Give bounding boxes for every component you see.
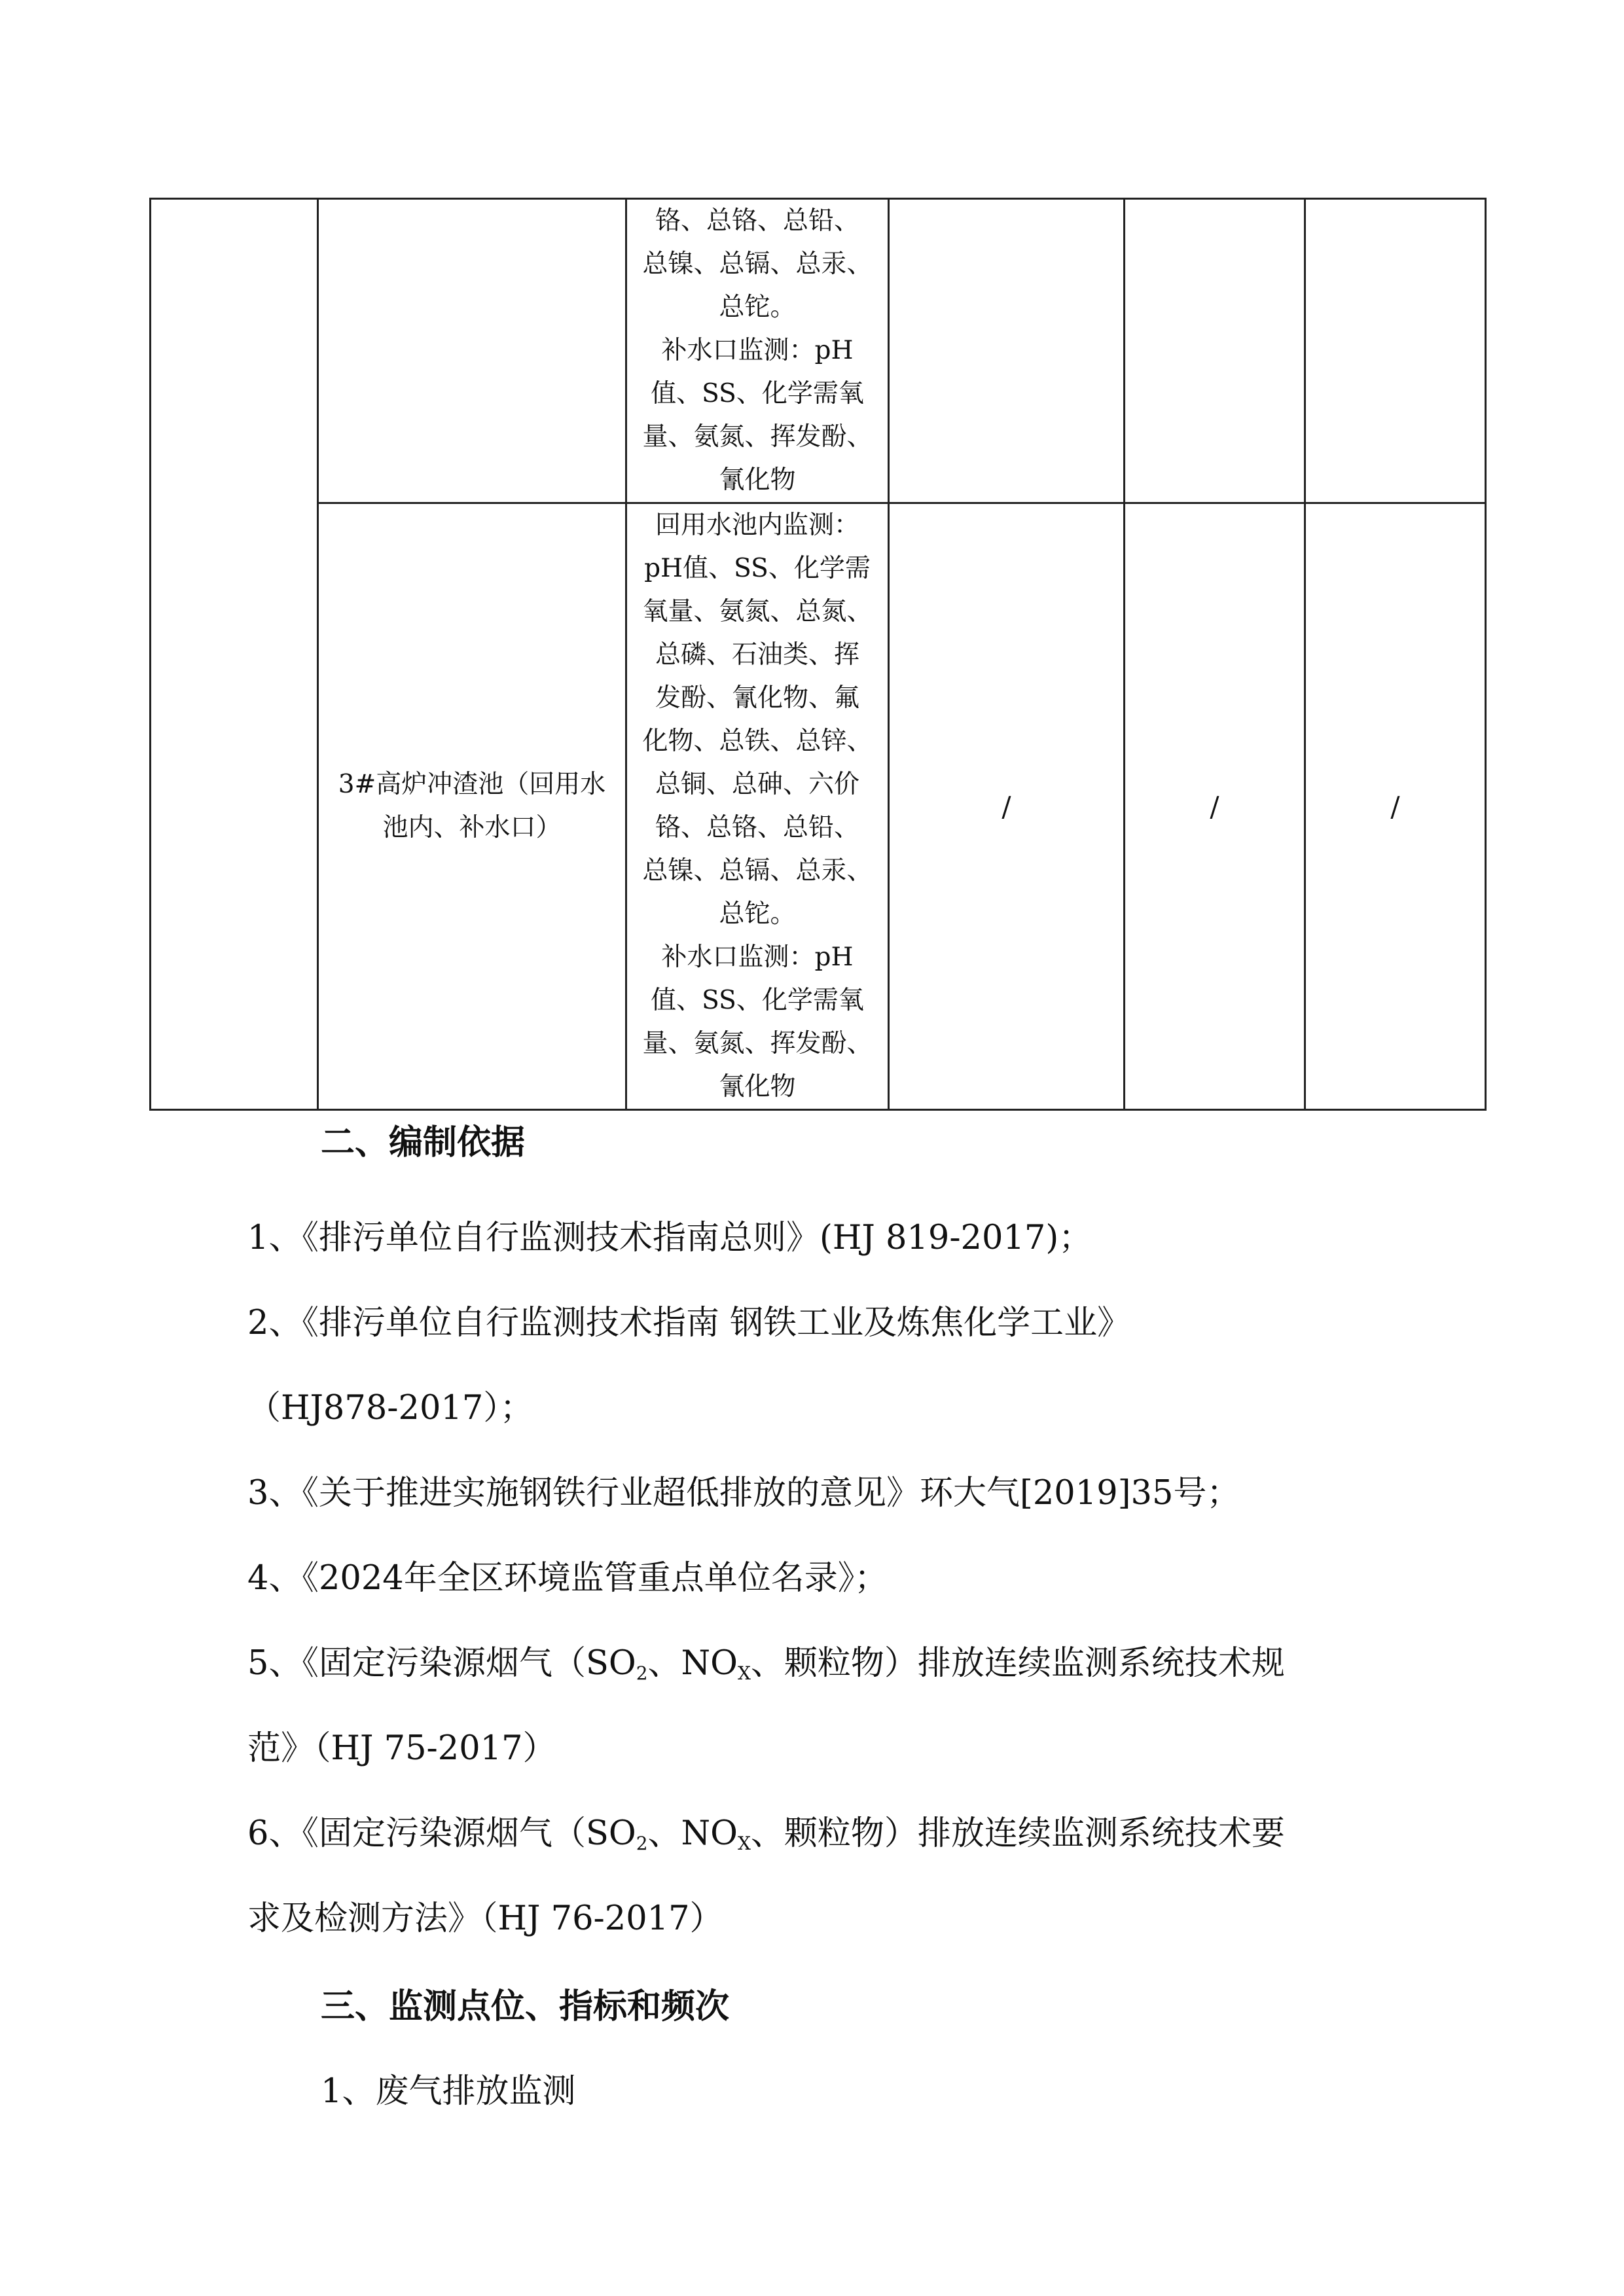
subsection-heading: 1、废气排放监测 [321, 2072, 576, 2111]
subscript: 2 [636, 1833, 648, 1854]
table-row [151, 503, 1486, 1110]
table-row [151, 199, 1486, 503]
table-cell [1305, 199, 1486, 503]
table-cell [1125, 199, 1305, 503]
location-text: 3#高炉冲渣池（回用水 池内、补水口） [338, 770, 606, 842]
table-cell-location [318, 199, 626, 503]
subscript: X [737, 1833, 751, 1854]
indicators-text: 回用水池内监测： pH值、SS、化学需 氧量、氨氮、总氮、 总磷、石油类、挥 发酚、氰化物、氟 化物、总铁、总锌、 总铜、总砷、六价 铬、总铬、总铅、 总镍、总镉、总汞、 总铊。 补水口监测：pH 值、SS、化学需氧 量、氨氮、挥发酚、 氰化物 [642, 511, 873, 1102]
reference-item: 3、《关于推进实施钢铁行业超低排放的意见》环大气[2019]35号； [247, 1474, 1240, 1513]
reference-item: （HJ878-2017）； [247, 1389, 533, 1427]
table-cell-indicators [626, 503, 889, 1110]
reference-item [247, 1644, 1285, 1693]
reference-text: 6、《固定污染源烟气（SO [247, 1814, 636, 1853]
slash-value: / [1210, 790, 1219, 823]
section-heading: 二、编制依据 [321, 1122, 526, 1162]
slash-value: / [1390, 790, 1400, 823]
table-cell [889, 199, 1125, 503]
table-cell-indicators [626, 199, 889, 503]
subscript: 2 [636, 1662, 648, 1684]
reference-text: 、NO [647, 1814, 738, 1853]
reference-text: 、NO [647, 1644, 738, 1683]
table-cell [1125, 503, 1305, 1110]
reference-item [247, 1814, 1285, 1863]
reference-item: 4、《2024年全区环境监管重点单位名录》； [247, 1559, 888, 1598]
slash-value: / [1001, 790, 1011, 823]
subscript: X [737, 1662, 751, 1684]
table-cell-category [151, 199, 318, 1110]
reference-item: 求及检测方法》（HJ 76-2017） [247, 1899, 723, 1938]
section-heading: 三、监测点位、指标和频次 [321, 1986, 730, 2026]
indicators-text: 铬、总铬、总铅、 总镍、总镉、总汞、 总铊。 补水口监测：pH 值、SS、化学需氧 量、氨氮、挥发酚、 氰化物 [642, 206, 873, 495]
table-cell [1305, 503, 1486, 1110]
reference-item: 范》（HJ 75-2017） [247, 1729, 556, 1768]
reference-text: 5、《固定污染源烟气（SO [247, 1644, 636, 1683]
monitoring-table [149, 198, 1487, 1111]
reference-item: 1、《排污单位自行监测技术指南总则》(HJ 819-2017)； [247, 1219, 1092, 1257]
reference-text: 、颗粒物）排放连续监测系统技术要 [750, 1814, 1285, 1853]
reference-item: 2、《排污单位自行监测技术指南 钢铁工业及炼焦化学工业》 [247, 1304, 1131, 1342]
table-cell [889, 503, 1125, 1110]
reference-text: 、颗粒物）排放连续监测系统技术规 [750, 1644, 1285, 1683]
table-cell-location [318, 503, 626, 1110]
